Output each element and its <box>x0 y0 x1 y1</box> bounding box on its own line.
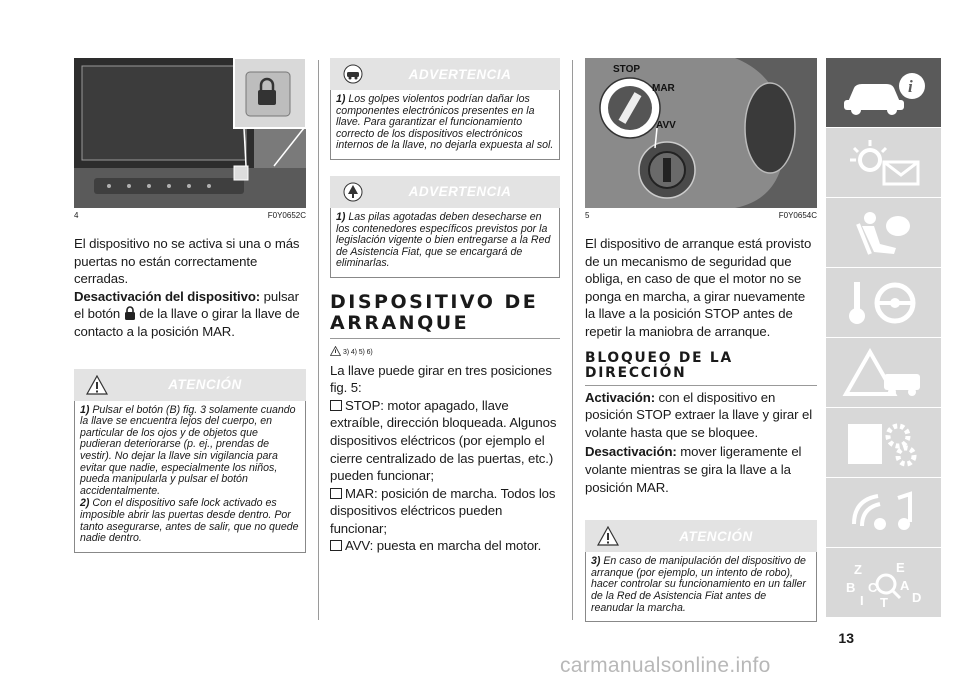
figure-4-code: F0Y0652C <box>267 211 306 220</box>
emergency-icon <box>840 348 928 398</box>
column-right <box>585 58 817 622</box>
note-number: 1) <box>336 210 346 223</box>
attention-body <box>585 552 817 622</box>
advertencia-note-1 <box>330 58 560 160</box>
note-text: Las pilas agotadas deben desecharse en los contenedores específicos previstos por la legislación vigente o bien entregarse a la Red de Asistencia Fiat, que se encargará de eliminarlas. <box>336 210 551 270</box>
tab-starting-driving[interactable] <box>826 268 941 338</box>
tab-index[interactable] <box>826 548 941 618</box>
advertencia-title: ADVERTENCIA <box>408 184 512 200</box>
advertencia-item <box>336 212 554 270</box>
warning-triangle-icon <box>86 375 108 395</box>
note-text: Pulsar el botón (B) fig. 3 solamente cuando la llave se encuentra lejos del cuerpo, en particular de los ojos y de objetos que pudieran deteriorarse (p. ej., prendas de vestir). No dejar la llave sin vigilancia para evitar que nadie, especialmente los niños, pueda manipularla y pulsar el botón accidentalmente. <box>80 403 296 497</box>
attention-title: ATENCIÓN <box>679 528 753 544</box>
refs-line <box>330 343 560 362</box>
column-divider <box>318 60 319 620</box>
column-divider <box>572 60 573 620</box>
col1-text <box>74 235 306 341</box>
advertencia-body <box>330 90 560 160</box>
index-letter: D <box>911 589 921 605</box>
tab-safety[interactable] <box>826 198 941 268</box>
avv-label: AVV <box>656 120 676 131</box>
deactivation-text-a: pulsar el botón <box>74 288 299 322</box>
position-item <box>330 485 560 538</box>
attention-item-2 <box>80 498 300 544</box>
reference-numbers: 3) 4) 5) 6) <box>343 348 373 356</box>
figure-4-dashboard-photo <box>74 58 306 208</box>
deactivation-label: Desactivación del dispositivo: <box>74 288 261 304</box>
advertencia-header <box>330 58 560 90</box>
heading-underline <box>585 385 817 386</box>
attention-note-3 <box>585 520 817 622</box>
airbag-seat-icon <box>840 208 928 258</box>
svg-text:i: i <box>907 76 913 96</box>
tree-environment-icon <box>342 182 364 202</box>
attention-title: ATENCIÓN <box>168 377 242 393</box>
deactivation-text-b: de la llave o girar la llave de contacto a la posición MAR. <box>74 306 300 339</box>
stop-label: STOP <box>613 64 641 75</box>
activation-text: con el dispositivo en posición STOP extraer la llave y girar el volante hasta que se bloquee. <box>585 389 813 440</box>
position-item-text: MAR: posición de marcha. Todos los dispositivos eléctricos pueden funcionar; <box>330 485 556 536</box>
multimedia-icon <box>840 488 928 538</box>
index-letter: E <box>895 559 905 575</box>
attention-item <box>591 556 811 614</box>
figure-5-caption <box>585 211 817 220</box>
warning-lights-icon <box>840 138 928 188</box>
car-info-icon <box>840 68 928 118</box>
note-number: 1) <box>336 93 346 105</box>
attention-note-1 <box>74 369 306 553</box>
deactivation-label: Desactivación: <box>585 444 677 460</box>
index-letter: C <box>867 579 877 595</box>
advertencia-item <box>336 94 554 152</box>
figure-4-number: 4 <box>74 211 79 220</box>
section-heading: DISPOSITIVO DE ARRANQUE <box>330 290 539 334</box>
lock-button-icon <box>124 306 136 320</box>
tab-warning-lights[interactable] <box>826 128 941 198</box>
deactivation-paragraph <box>74 288 306 341</box>
checkbox-bullet-icon <box>330 540 342 551</box>
tab-multimedia[interactable] <box>826 478 941 548</box>
column-left <box>74 58 306 553</box>
intro-paragraph: La llave puede girar en tres posiciones fig. 5: <box>330 362 552 396</box>
col1-paragraph: El dispositivo no se activa si una o más puertas no están correctamente cerradas. <box>74 236 300 287</box>
mar-label: MAR <box>652 83 675 94</box>
ignition-illustration <box>585 58 817 208</box>
position-item <box>330 537 560 555</box>
attention-item-1 <box>80 405 300 498</box>
index-letter: T <box>879 594 888 608</box>
warning-ref-icon <box>330 346 341 356</box>
attention-header <box>74 369 306 401</box>
note-text: Los golpes violentos podrían dañar los componentes electrónicos presentes en la llave. Para garantizar el funcionamiento correcto de los dispositivos electrónicos internos de la llave, no dejarla expuesta al sol. <box>336 93 554 152</box>
index-letter: Z <box>853 561 862 577</box>
tab-maintenance[interactable] <box>826 408 941 478</box>
deactivation-text: mover ligeramente el volante mientras se gira la llave a la posición MAR. <box>585 444 802 495</box>
col3-text <box>585 235 817 341</box>
column-middle <box>330 58 560 555</box>
note-text: Con el dispositivo safe lock activado es imposible abrir las puertas desde dentro. Por tanto asegurarse, antes de salir, que no quede nadie dentro. <box>80 497 299 545</box>
attention-body <box>74 401 306 553</box>
index-letter: I <box>859 592 864 608</box>
checkbox-bullet-icon <box>330 400 342 411</box>
checkbox-bullet-icon <box>330 488 342 499</box>
note-number: 1) <box>80 403 90 416</box>
tab-emergency[interactable] <box>826 338 941 408</box>
page-number: 13 <box>838 630 854 646</box>
dashboard-illustration <box>74 58 306 208</box>
figure-5-ignition-photo <box>585 58 817 208</box>
steering-lock-heading: BLOQUEO DE LA DIRECCIÓN <box>585 349 733 381</box>
watermark[interactable]: carmanualsonline.info <box>560 654 771 677</box>
figure-5-number: 5 <box>585 211 590 220</box>
advertencia-body <box>330 208 560 278</box>
index-letter: B <box>845 579 855 595</box>
advertencia-header <box>330 176 560 208</box>
position-item-text: STOP: motor apagado, llave extraíble, dirección bloqueada. Algunos dispositivos eléctricos (por ejemplo el cierre centralizado de las puertas, etc.) pueden funcionar; <box>330 397 557 484</box>
advertencia-title: ADVERTENCIA <box>408 66 512 82</box>
note-number: 2) <box>80 497 90 510</box>
attention-header <box>585 520 817 552</box>
deactivation-paragraph <box>585 443 817 496</box>
figure-4-caption <box>74 211 306 220</box>
car-hazard-icon <box>342 64 364 84</box>
heading-underline <box>330 338 560 339</box>
steering-lock-text <box>585 389 817 497</box>
position-item-text: AVV: puesta en marcha del motor. <box>345 538 542 554</box>
advertencia-note-2 <box>330 176 560 278</box>
warning-triangle-icon <box>597 526 619 546</box>
note-text: En caso de manipulación del dispositivo de arranque (por ejemplo, un intento de robo), hacer controlar su funcionamiento en un taller de la Red de Asistencia Fiat antes de reanudar la marcha. <box>591 555 806 614</box>
activation-label: Activación: <box>585 389 655 405</box>
col2-text <box>330 343 560 555</box>
figure-5-code: F0Y0654C <box>778 211 817 220</box>
note-number: 3) <box>591 555 601 568</box>
activation-paragraph <box>585 389 817 442</box>
index-letters-icon <box>840 558 928 608</box>
col3-paragraph: El dispositivo de arranque está provisto de un mecanismo de seguridad que obliga, en caso de que el motor no se ponga en marcha, a girar nuevamente la llave a la posición STOP antes de repetir la maniobra de arranque. <box>585 236 812 339</box>
tab-car-info[interactable] <box>826 58 941 128</box>
position-item <box>330 397 560 485</box>
key-steering-icon <box>840 278 928 328</box>
index-letter: A <box>899 577 909 593</box>
maintenance-gears-icon <box>840 418 928 468</box>
chapter-tabs <box>826 58 941 618</box>
